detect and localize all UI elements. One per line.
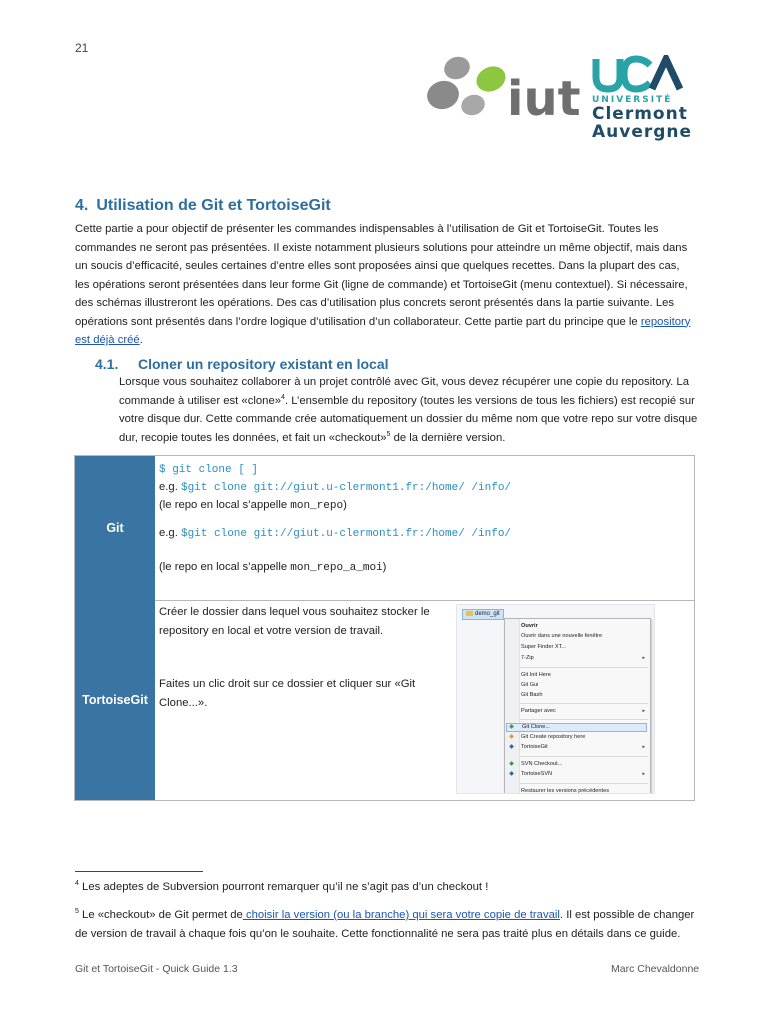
footnote-4-mark: 4 (75, 880, 79, 888)
iut-logo-text: iut (507, 71, 581, 125)
git-example-2-note (159, 561, 386, 574)
footer-title: Git et TortoiseGit - Quick Guide 1.3 (75, 963, 238, 975)
footnote-5-mark: 5 (75, 908, 79, 916)
footnote-rule (75, 871, 203, 872)
git-note-1-prefix: (le repo en local s’appelle (159, 499, 291, 511)
menu-item-svn-checkout[interactable]: SVN Checkout... (521, 761, 563, 767)
git-example-2-command: $git clone git://giut.u-clermont1.fr:/home/ /info/ (180, 528, 512, 540)
submenu-arrow-icon: ▸ (642, 771, 645, 777)
uca-logo-mark (592, 55, 684, 95)
menu-item-restore[interactable]: Restaurer les versions précédentes (521, 788, 609, 794)
menu-separator (520, 703, 648, 704)
svn-checkout-icon: ◆ (509, 761, 514, 767)
git-example-1-note (159, 499, 347, 512)
git-note-1-suffix: ) (343, 499, 347, 511)
subsection-text-2: . L’ensemble du repository (toutes les versions de tous les fichiers) est recopié sur votre disque dur. Cette commande crée automatiquement un dossier du même nom que votre repo sur votre disque dur, recopie toutes les données, et fait un «checkout» (119, 394, 698, 444)
menu-item-git-clone[interactable]: Git Clone... (506, 723, 647, 732)
footnote-ref-4[interactable]: 4 (281, 393, 285, 401)
footnote-4 (75, 881, 488, 893)
git-example-2 (159, 527, 511, 540)
uca-logo-text (592, 95, 692, 141)
subsection-number: 4.1. (95, 356, 119, 372)
row-header-tortoisegit: TortoiseGit (75, 600, 155, 800)
git-note-2-prefix: (le repo en local s’appelle (159, 561, 291, 573)
git-syntax: $ git clone [ ] (159, 464, 259, 476)
subsection-title: Cloner un repository existant en local (138, 356, 389, 372)
table-row-git (75, 456, 694, 601)
tortoisegit-icon: ◆ (509, 744, 514, 750)
menu-separator (520, 667, 648, 668)
menu-item-git-create-repo[interactable]: Git Create repository here (521, 734, 586, 740)
footnote-5 (75, 906, 705, 943)
footer-author: Marc Chevaldonne (611, 963, 700, 975)
subsection-heading (95, 356, 389, 372)
intro-text: Cette partie a pour objectif de présenter les commandes indispensables à l’utilisation de Git et TortoiseGit. Toutes les commandes ne seront pas présentées. Il existe notamment plusieurs solutions pour atteindre un même objectif, mais dans un soucis d’efficacité, seules certaines d’entre elles sont proposées ainsi que quelques recettes. Dans la plupart des cas, les opérations seront présentées dans leur forme Git (ligne de commande) et TortoiseGit (menu contextuel). Si nécessaire, des schémas illustreront les opérations. Des cas d’utilisation plus concrets seront présentés dans la partie suivante. Les opérations sont présentés dans l’ordre logique d’utilisation d’un collaborateur. Cette partie part du principe que le (75, 223, 688, 328)
submenu-arrow-icon: ▸ (642, 708, 645, 714)
menu-item-open-new-window[interactable]: Ouvrir dans une nouvelle fenêtre (521, 633, 603, 639)
section-heading (75, 197, 331, 215)
menu-separator (520, 719, 648, 720)
git-example-1-command: $git clone git://giut.u-clermont1.fr:/home/ /info/ (180, 482, 512, 494)
checkout-link[interactable]: choisir la version (ou la branche) qui sera votre copie de travail (242, 909, 560, 921)
uca-auvergne: Auvergne (592, 122, 693, 142)
folder-item[interactable] (462, 609, 504, 620)
menu-separator (520, 783, 648, 784)
menu-item-open[interactable]: Ouvrir (521, 623, 538, 629)
repository-link[interactable]: repository est déjà créé (75, 315, 691, 346)
section-intro (75, 220, 695, 350)
intro-end: . (139, 334, 143, 346)
folder-name: demo_git (475, 611, 500, 617)
uca-universite: UNIVERSITÉ (592, 95, 673, 105)
menu-separator (520, 756, 648, 757)
context-menu-screenshot (456, 604, 655, 794)
menu-item-super-finder[interactable]: Super Finder XT... (521, 644, 567, 650)
footnote-ref-5[interactable]: 5 (386, 430, 391, 438)
git-note-1-code: mon_repo (290, 500, 344, 512)
menu-item-git-bash[interactable]: Git Bash (521, 692, 543, 698)
menu-item-git-gui[interactable]: Git Gui (521, 682, 539, 688)
menu-item-share[interactable]: Partager avec (521, 708, 556, 714)
git-example-2-prefix: e.g. (159, 527, 181, 539)
section-title: Utilisation de Git et TortoiseGit (96, 197, 331, 214)
tortoisesvn-icon: ◆ (509, 771, 514, 777)
git-create-repo-icon: ◆ (509, 734, 514, 740)
iut-logo-graphic (425, 55, 585, 125)
submenu-arrow-icon: ▸ (642, 655, 645, 661)
git-example-1-prefix: e.g. (159, 481, 181, 493)
uca-clermont: Clermont (592, 104, 688, 124)
uca-logo (592, 55, 702, 150)
subsection-text-1: Lorsque vous souhaitez collaborer à un projet contrôlé avec Git, vous devez récupérer une copie du repository. La commande à utiliser est «clone» (119, 376, 689, 407)
git-example-1 (159, 481, 511, 494)
section-number: 4. (75, 197, 89, 214)
git-note-2-code: mon_repo_a_moi (290, 562, 383, 574)
tortoisegit-step-2: Faites un clic droit sur ce dossier et cliquer sur «Git Clone...». (159, 678, 416, 709)
footnote-4-text: Les adeptes de Subversion pourront remarquer qu’il ne s’agit pas d’un checkout ! (78, 881, 489, 893)
subsection-text (119, 373, 699, 447)
iut-logo (425, 55, 585, 125)
submenu-arrow-icon: ▸ (642, 744, 645, 750)
menu-item-7zip[interactable]: 7-Zip (521, 655, 534, 661)
menu-item-tortoisesvn[interactable]: TortoiseSVN (521, 771, 553, 777)
git-note-2-suffix: ) (382, 561, 387, 573)
tortoisegit-step-1: Créer le dossier dans lequel vous souhaitez stocker le repository en local et votre version de travail. (159, 606, 430, 637)
menu-item-tortoisegit[interactable]: TortoiseGit (521, 744, 548, 750)
row-header-git: Git (75, 456, 155, 600)
subsection-text-3: de la dernière version. (390, 431, 506, 444)
menu-item-git-init[interactable]: Git Init Here (521, 672, 551, 678)
footnote-5-prefix: Le «checkout» de Git permet de (78, 909, 243, 921)
footnote-5-suffix: . Il est possible de changer de version de travail à chaque fois qu’on le souhaite. Cette fonctionnalité ne sera pas traité plus en détails dans ce guide. (75, 909, 695, 940)
context-menu (504, 618, 651, 794)
folder-icon (466, 611, 473, 616)
git-clone-icon: ◆ (509, 724, 514, 730)
page-number: 21 (75, 41, 89, 55)
